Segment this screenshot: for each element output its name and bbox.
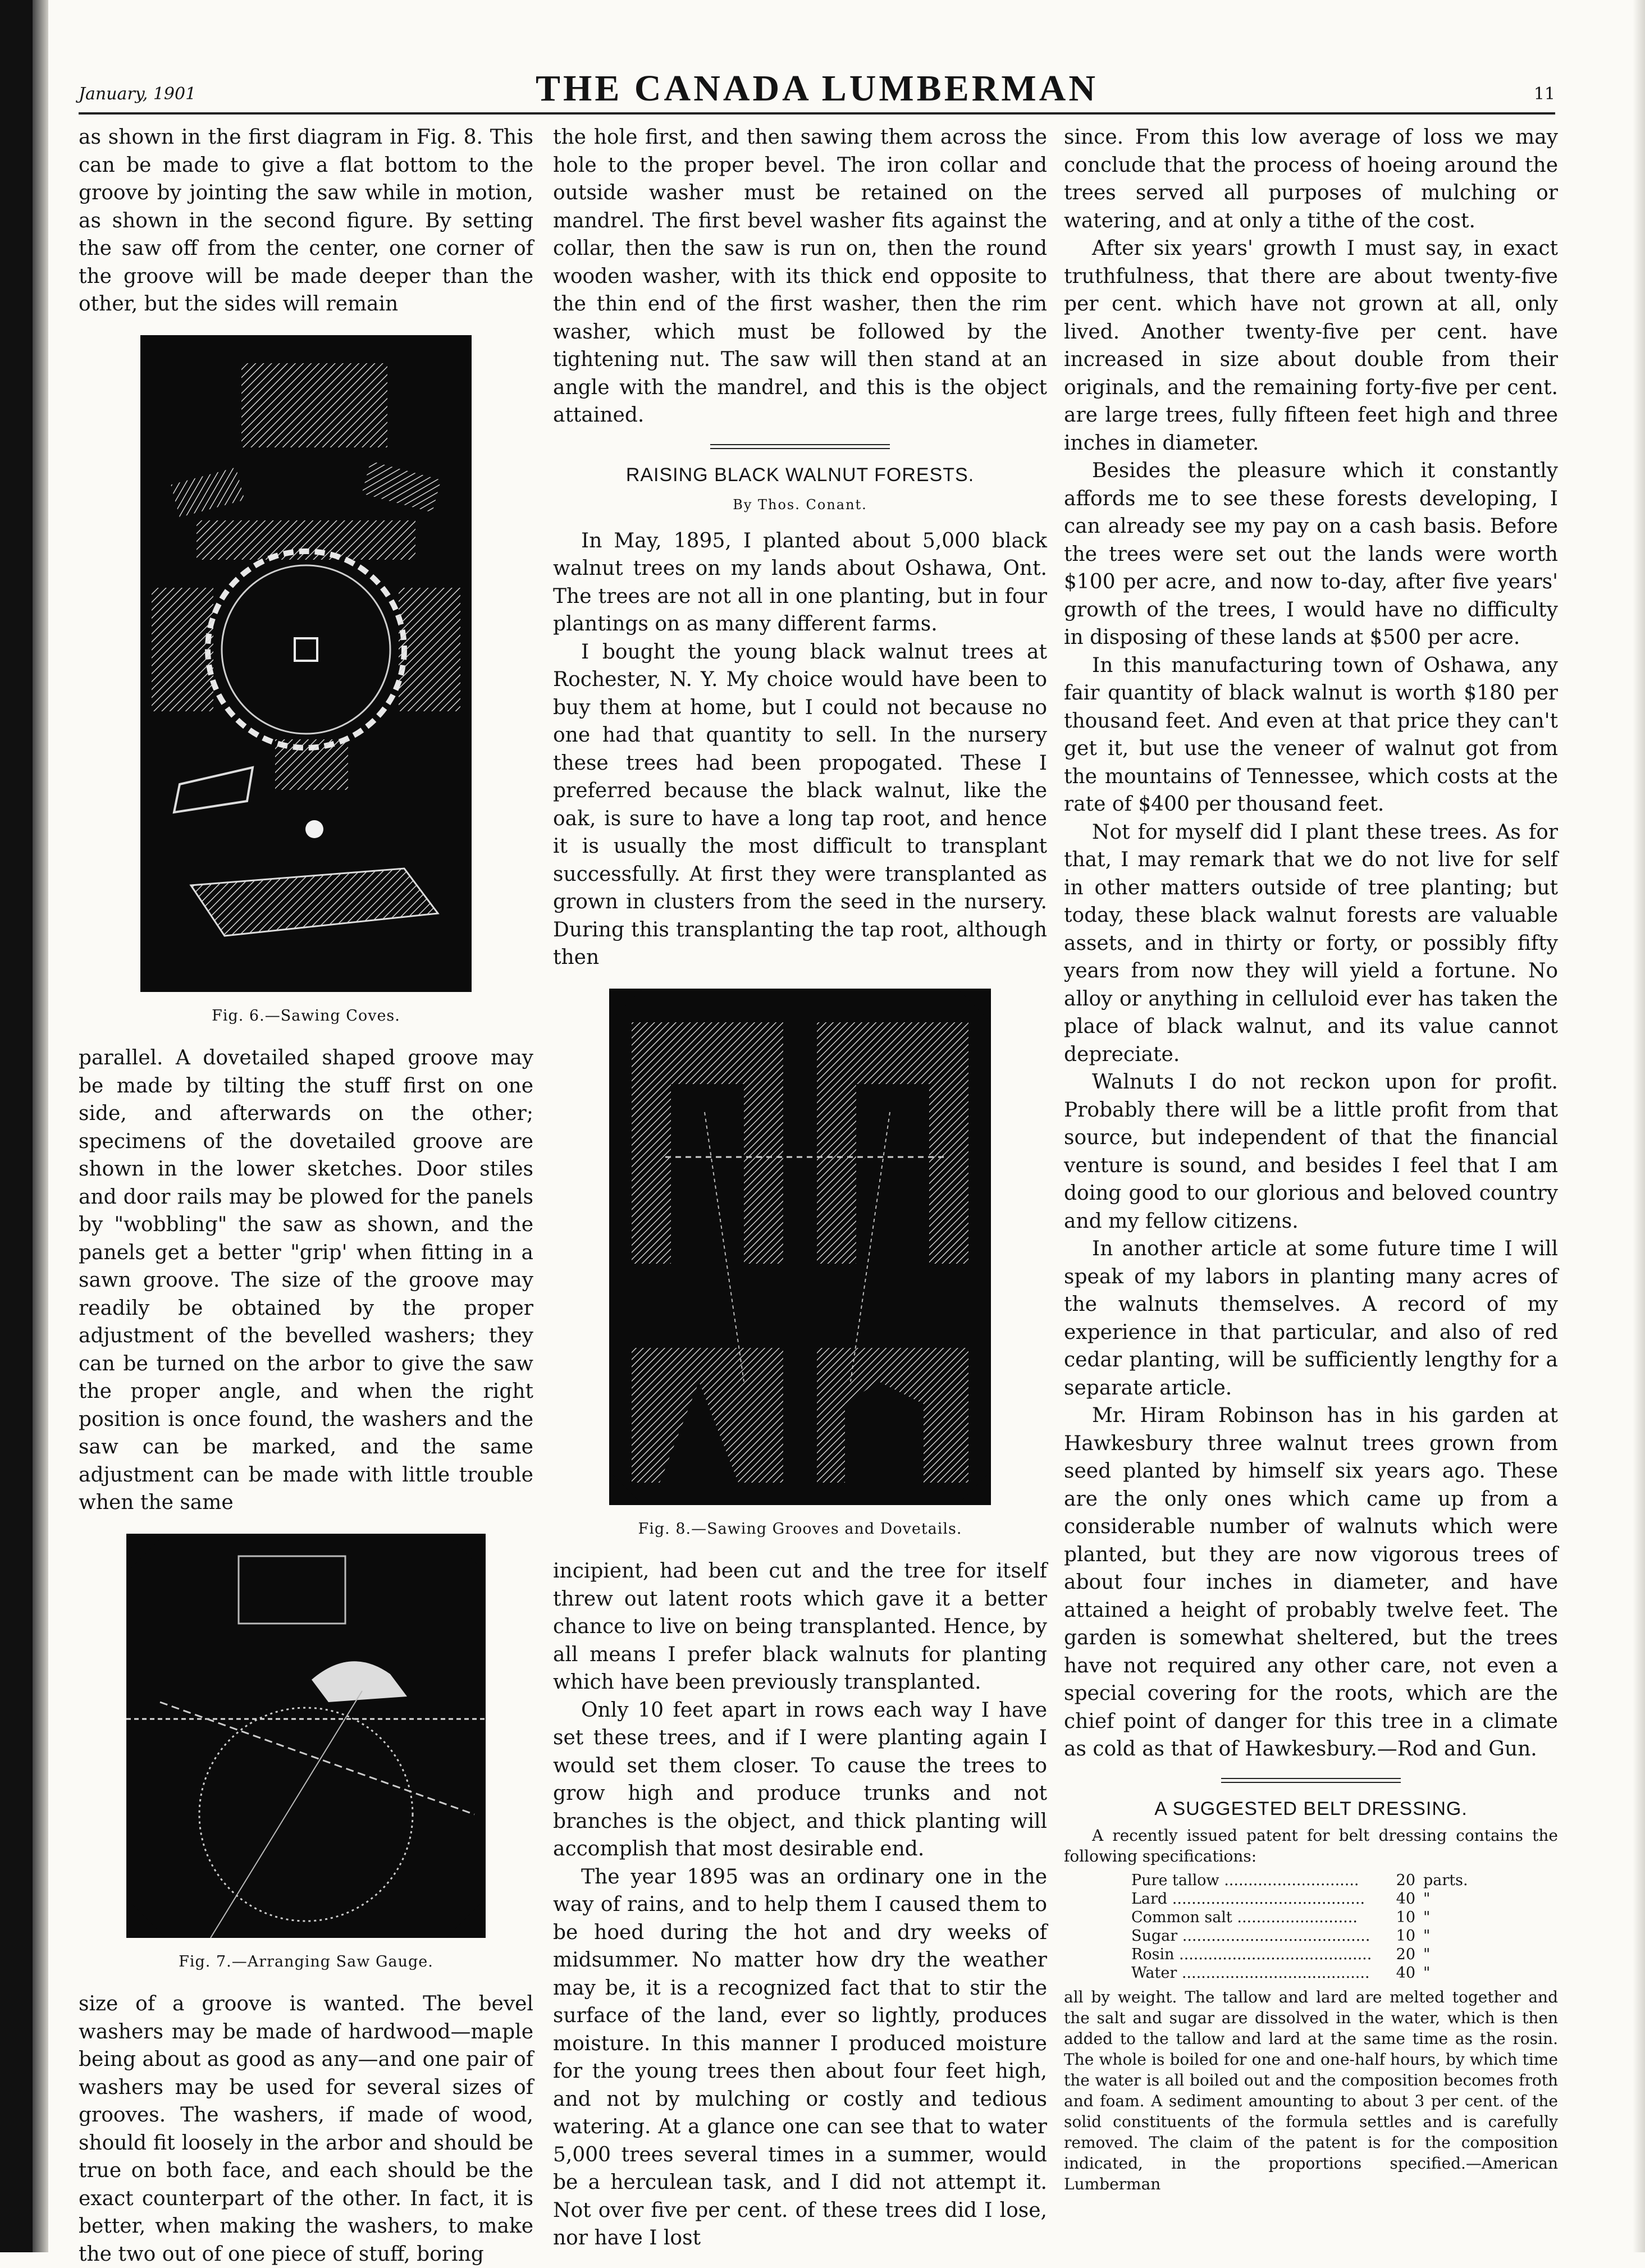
paragraph: Only 10 feet apart in rows each way I have set these trees, and if I were planting again I would set them closer. To cause the trees to grow high and produce trunks and not branches is the object, and thick planting will accomplish that most desirable end. — [553, 1698, 1047, 1860]
quantity: 10 — [1396, 1927, 1415, 1945]
paragraph: the hole first, and then sawing them across the hole to the proper bevel. The iron collar and outside washer must be retained on the mandrel. The first bevel washer fits against the collar, then the saw is run on, then the round wooden washer, with its thick end opposite to the thin end of the first washer, then the rim washer, which must be followed by the tightening nut. The saw will then stand at an angle with the mandrel, and this is the object attained. — [553, 126, 1047, 427]
quantity: 20 — [1396, 1872, 1415, 1889]
unit: " — [1423, 1890, 1431, 1908]
fig7-illustration — [126, 1534, 486, 1938]
recipe-row — [1131, 1927, 1479, 1945]
figure-8-caption: Fig. 8.—Sawing Grooves and Dovetails. — [638, 1520, 962, 1538]
column-3 — [1064, 124, 1558, 2194]
paragraph: as shown in the first diagram in Fig. 8. This can be made to give a flat bottom to the groove by jointing the saw while in motion, as shown in the second figure. By setting the saw off from the center, one corner of the groove will be made deeper than the other, but the sides will remain — [79, 126, 533, 315]
binding-shadow — [0, 0, 33, 2252]
paragraph: Mr. Hiram Robinson has in his garden at Hawkesbury three walnut trees grown from seed planted by himself six years ago. These are the only ones which came up from a considerable number of walnuts which were planted, but they are now vigorous trees of about four inches in diameter, and have attained a height of probably twelve feet. The garden is somewhat sheltered, but the trees have not required any other care, not even a special covering for the roots, which are the chief point of danger for this tree in a climate as cold as that of Hawkesbury.—Rod and Gun. — [1064, 1404, 1558, 1761]
quantity: 40 — [1396, 1890, 1415, 1908]
article-byline: By Thos. Conant. — [733, 497, 867, 513]
header-rule — [79, 112, 1555, 115]
fig6-illustration — [140, 335, 472, 992]
figure-7 — [126, 1534, 486, 1938]
recipe-row — [1131, 1890, 1479, 1908]
page-number: 11 — [1533, 84, 1555, 104]
ingredient: Pure tallow ............................ — [1131, 1872, 1359, 1889]
ingredient: Lard ........................................ — [1131, 1890, 1365, 1908]
quantity: 40 — [1396, 1964, 1415, 1982]
paragraph: Besides the pleasure which it constantly affords me to see these forests developing, I can already see my pay on a cash basis. Before the trees were set out the lands were worth $100 per acre, and now to-day, after five years' growth of the trees, I would have no difficulty in disposing of these lands at $500 per acre. — [1064, 459, 1558, 649]
paragraph: parallel. A dovetailed shaped groove may be made by tilting the stuff first on one side, and afterwards on the other; specimens of the dovetailed groove are shown in the lower sketches. Door stiles and door rails may be plowed for the panels by "wobbling" the saw as shown, and the panels get a better "grip' when fitting in a sawn groove. The size of the groove may readily be obtained by the proper adjustment of the bevelled washers; they can be turned on the arbor to give the saw the proper angle, and when the right position is once found, the washers and the saw can be marked, and the same adjustment can be made with little trouble when the same — [79, 1046, 533, 1514]
unit: " — [1423, 1946, 1431, 1963]
paragraph: The year 1895 was an ordinary one in the way of rains, and to help them I caused them to be hoed during the hot and dry weeks of midsummer. No matter how dry the weather may be, it is a recognized fact that to stir the surface of the land, ever so lightly, produces moisture. In this manner I produced moisture for the young trees then about four feet high, and not by mulching or costly and tedious watering. At a glance one can see that to water 5,000 trees several times in a summer, would be a herculean task, and I did not attempt it. Not over five per cent. of these trees did I lose, nor have I lost — [553, 1865, 1047, 2249]
unit: " — [1423, 1964, 1431, 1982]
paragraph: I bought the young black walnut trees at Rochester, N. Y. My choice would have been to buy them at home, but I could not because no one had that quantity to sell. In the nursery these trees had been propogated. These I preferred because the black walnut, like the oak, is sure to have a long tap root, and hence it is usually the most difficult to transplant successfully. At first they were transplanted as grown in clusters from the seed in the nursery. During this transplanting the tap root, although then — [553, 640, 1047, 969]
figure-6 — [140, 335, 472, 992]
figure-6-caption: Fig. 6.—Sawing Coves. — [212, 1007, 400, 1025]
paragraph: incipient, had been cut and the tree for itself threw out latent roots which gave it a better chance to live on being transplanted. Hence, by all means I prefer black walnuts for planting which have been previously transplanted. — [553, 1560, 1047, 1694]
page-edge — [1633, 0, 1645, 2252]
section-divider — [710, 444, 890, 449]
recipe-row — [1131, 1871, 1479, 1890]
column-2 — [553, 124, 1047, 2252]
recipe-table — [1131, 1871, 1558, 1982]
column-1 — [79, 124, 533, 2268]
paragraph: Walnuts I do not reckon upon for profit. Probably there will be a little profit from that source, but independent of that the financial venture is sound, and besides I feel that I am doing good to our glorious and beloved country and my fellow citizens. — [1064, 1071, 1558, 1233]
issue-date: January, 1901 — [79, 84, 197, 104]
section-divider — [1221, 1778, 1401, 1783]
figure-8 — [609, 989, 991, 1505]
ingredient: Water ....................................... — [1131, 1964, 1370, 1982]
recipe-row — [1131, 1964, 1479, 1982]
quantity: 20 — [1396, 1946, 1415, 1963]
paragraph: After six years' growth I must say, in exact truthfulness, that there are about twenty-five per cent. which have not grown at all, only lived. Another twenty-five per cent. have increased in size about double from their originals, and the remaining forty-five per cent. are large trees, fully fifteen feet high and three inches in diameter. — [1064, 237, 1558, 455]
belt-dressing-body: all by weight. The tallow and lard are melted together and the salt and sugar are dissolved in the water, which is then added to the tallow and lard at the same time as the rosin. The whole is boiled for one and one-half hours, by which time the water is all boiled out and the composition becomes froth and foam. A sediment amounting to about 3 per cent. of the solid constituents of the formula settles and is carefully removed. The claim of the patent is for the composition indicated, in the proportions specified.—American Lumberman — [1064, 1988, 1558, 2193]
unit: " — [1423, 1909, 1431, 1926]
ingredient: Rosin ........................................ — [1131, 1946, 1372, 1963]
paragraph: In May, 1895, I planted about 5,000 black walnut trees on my lands about Oshawa, Ont. The trees are not all in one planting, but in four plantings on as many different farms. — [553, 529, 1047, 635]
paragraph: Not for myself did I plant these trees. As for that, I may remark that we do not live for self in other matters outside of tree planting; but today, these black walnut forests are valuable assets, and in thirty or forty, or possibly fifty years from now they will yield a fortune. No alloy or anything in celluloid ever has taken the place of black walnut, and its value cannot depreciate. — [1064, 820, 1558, 1066]
unit: " — [1423, 1927, 1431, 1945]
belt-dressing-intro: A recently issued patent for belt dressing contains the following specifications: — [1064, 1826, 1558, 1865]
fig8-illustration — [609, 989, 991, 1505]
belt-dressing-title: A SUGGESTED BELT DRESSING. — [1154, 1798, 1468, 1819]
paragraph: In this manufacturing town of Oshawa, any fair quantity of black walnut is worth $180 per thousand feet. And even at that price they can't get it, but use the veneer of walnut got from the mountains of Tennessee, which costs at the rate of $400 per thousand feet. — [1064, 653, 1558, 816]
unit: parts. — [1423, 1872, 1468, 1889]
article-title: RAISING BLACK WALNUT FORESTS. — [625, 464, 975, 486]
figure-7-caption: Fig. 7.—Arranging Saw Gauge. — [179, 1953, 433, 1970]
recipe-row — [1131, 1908, 1479, 1927]
paragraph: In another article at some future time I will speak of my labors in planting many acres of the walnuts themselves. A record of my experience in that particular, and also of red cedar planting, will be sufficiently lengthy for a separate article. — [1064, 1237, 1558, 1400]
paragraph: since. From this low average of loss we may conclude that the process of hoeing around the trees served all purposes of mulching or watering, and at only a tithe of the cost. — [1064, 126, 1558, 232]
running-head — [79, 67, 1555, 112]
recipe-row — [1131, 1945, 1479, 1964]
masthead: THE CANADA LUMBERMAN — [535, 68, 1099, 109]
ingredient: Common salt ......................... — [1131, 1909, 1358, 1926]
ingredient: Sugar ....................................... — [1131, 1927, 1370, 1945]
paragraph: size of a groove is wanted. The bevel washers may be made of hardwood—maple being about as good as any—and one pair of washers may be used for several sizes of grooves. The washers, if made of wood, should fit loosely in the arbor and should be true on both face, and each should be the exact counterpart of the other. In fact, it is better, when making the washers, to make the two out of one piece of stuff, boring — [79, 1992, 533, 2266]
quantity: 10 — [1396, 1909, 1415, 1926]
binding-edge — [33, 0, 48, 2252]
